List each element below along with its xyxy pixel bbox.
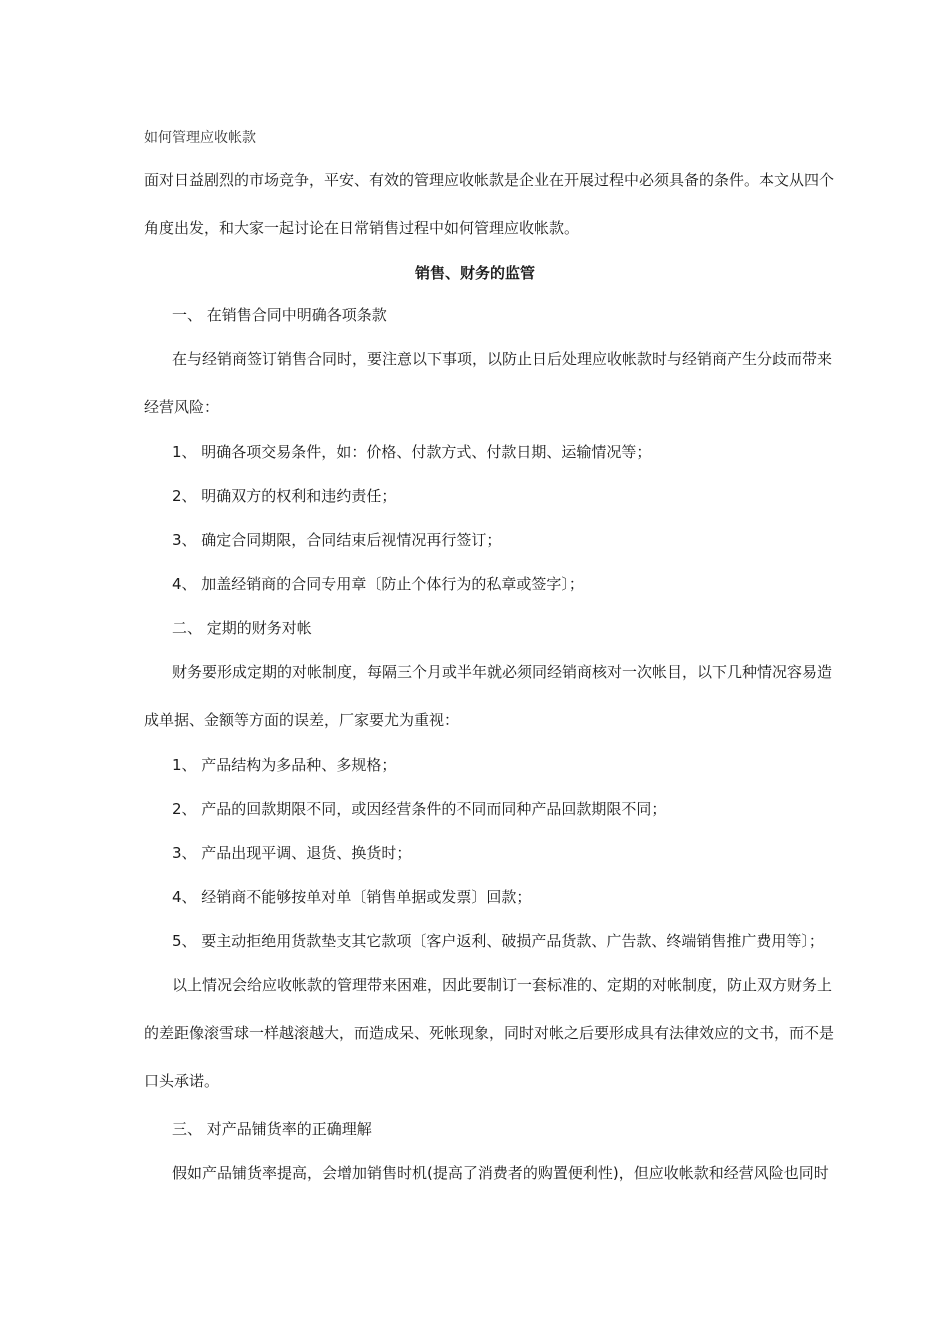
section-heading: 销售、财务的监管 [414, 264, 535, 282]
paragraph-line: 经营风险： [144, 398, 220, 416]
list-item: 3、 确定合同期限，合同结束后视情况再行签订； [172, 531, 502, 549]
list-item: 3、 产品出现平调、退货、换货时； [172, 844, 412, 862]
subsection-title: 三、 对产品铺货率的正确理解 [172, 1120, 372, 1138]
list-item: 4、 经销商不能够按单对单〔销售单据或发票〕回款； [172, 888, 532, 906]
intro-line: 角度出发，和大家一起讨论在日常销售过程中如何管理应收帐款。 [144, 219, 580, 237]
paragraph-line: 口头承诺。 [144, 1072, 220, 1090]
list-item: 2、 产品的回款期限不同，或因经营条件的不同而同种产品回款期限不同； [172, 800, 667, 818]
subsection-title: 二、 定期的财务对帐 [172, 619, 312, 637]
paragraph-line: 的差距像滚雪球一样越滚越大，而造成呆、死帐现象，同时对帐之后要形成具有法律效应的文书，而不是 [144, 1024, 835, 1042]
paragraph-line: 成单据、金额等方面的误差，厂家要尤为重视： [144, 711, 460, 729]
list-item: 2、 明确双方的权利和违约责任； [172, 487, 397, 505]
list-item: 1、 产品结构为多品种、多规格； [172, 756, 397, 774]
document-title: 如何管理应收帐款 [144, 130, 256, 146]
paragraph-line: 在与经销商签订销售合同时，要注意以下事项，以防止日后处理应收帐款时与经销商产生分歧而带来 [172, 350, 833, 368]
intro-line: 面对日益剧烈的市场竞争，平安、有效的管理应收帐款是企业在开展过程中必须具备的条件。本文从四个 [144, 171, 835, 189]
list-item: 5、 要主动拒绝用货款垫支其它款项〔客户返利、破损产品货款、广告款、终端销售推广费用等〕； [172, 932, 824, 950]
paragraph-line: 以上情况会给应收帐款的管理带来困难，因此要制订一套标准的、定期的对帐制度，防止双方财务上 [172, 976, 833, 994]
paragraph-line: 假如产品铺货率提高，会增加销售时机(提高了消费者的购置便利性)，但应收帐款和经营风险也同时 [172, 1164, 829, 1182]
list-item: 4、 加盖经销商的合同专用章〔防止个体行为的私章或签字〕； [172, 575, 584, 593]
list-item: 1、 明确各项交易条件，如：价格、付款方式、付款日期、运输情况等； [172, 443, 652, 461]
subsection-title: 一、 在销售合同中明确各项条款 [172, 306, 387, 324]
paragraph-line: 财务要形成定期的对帐制度，每隔三个月或半年就必须同经销商核对一次帐目，以下几种情况容易造 [172, 663, 833, 681]
